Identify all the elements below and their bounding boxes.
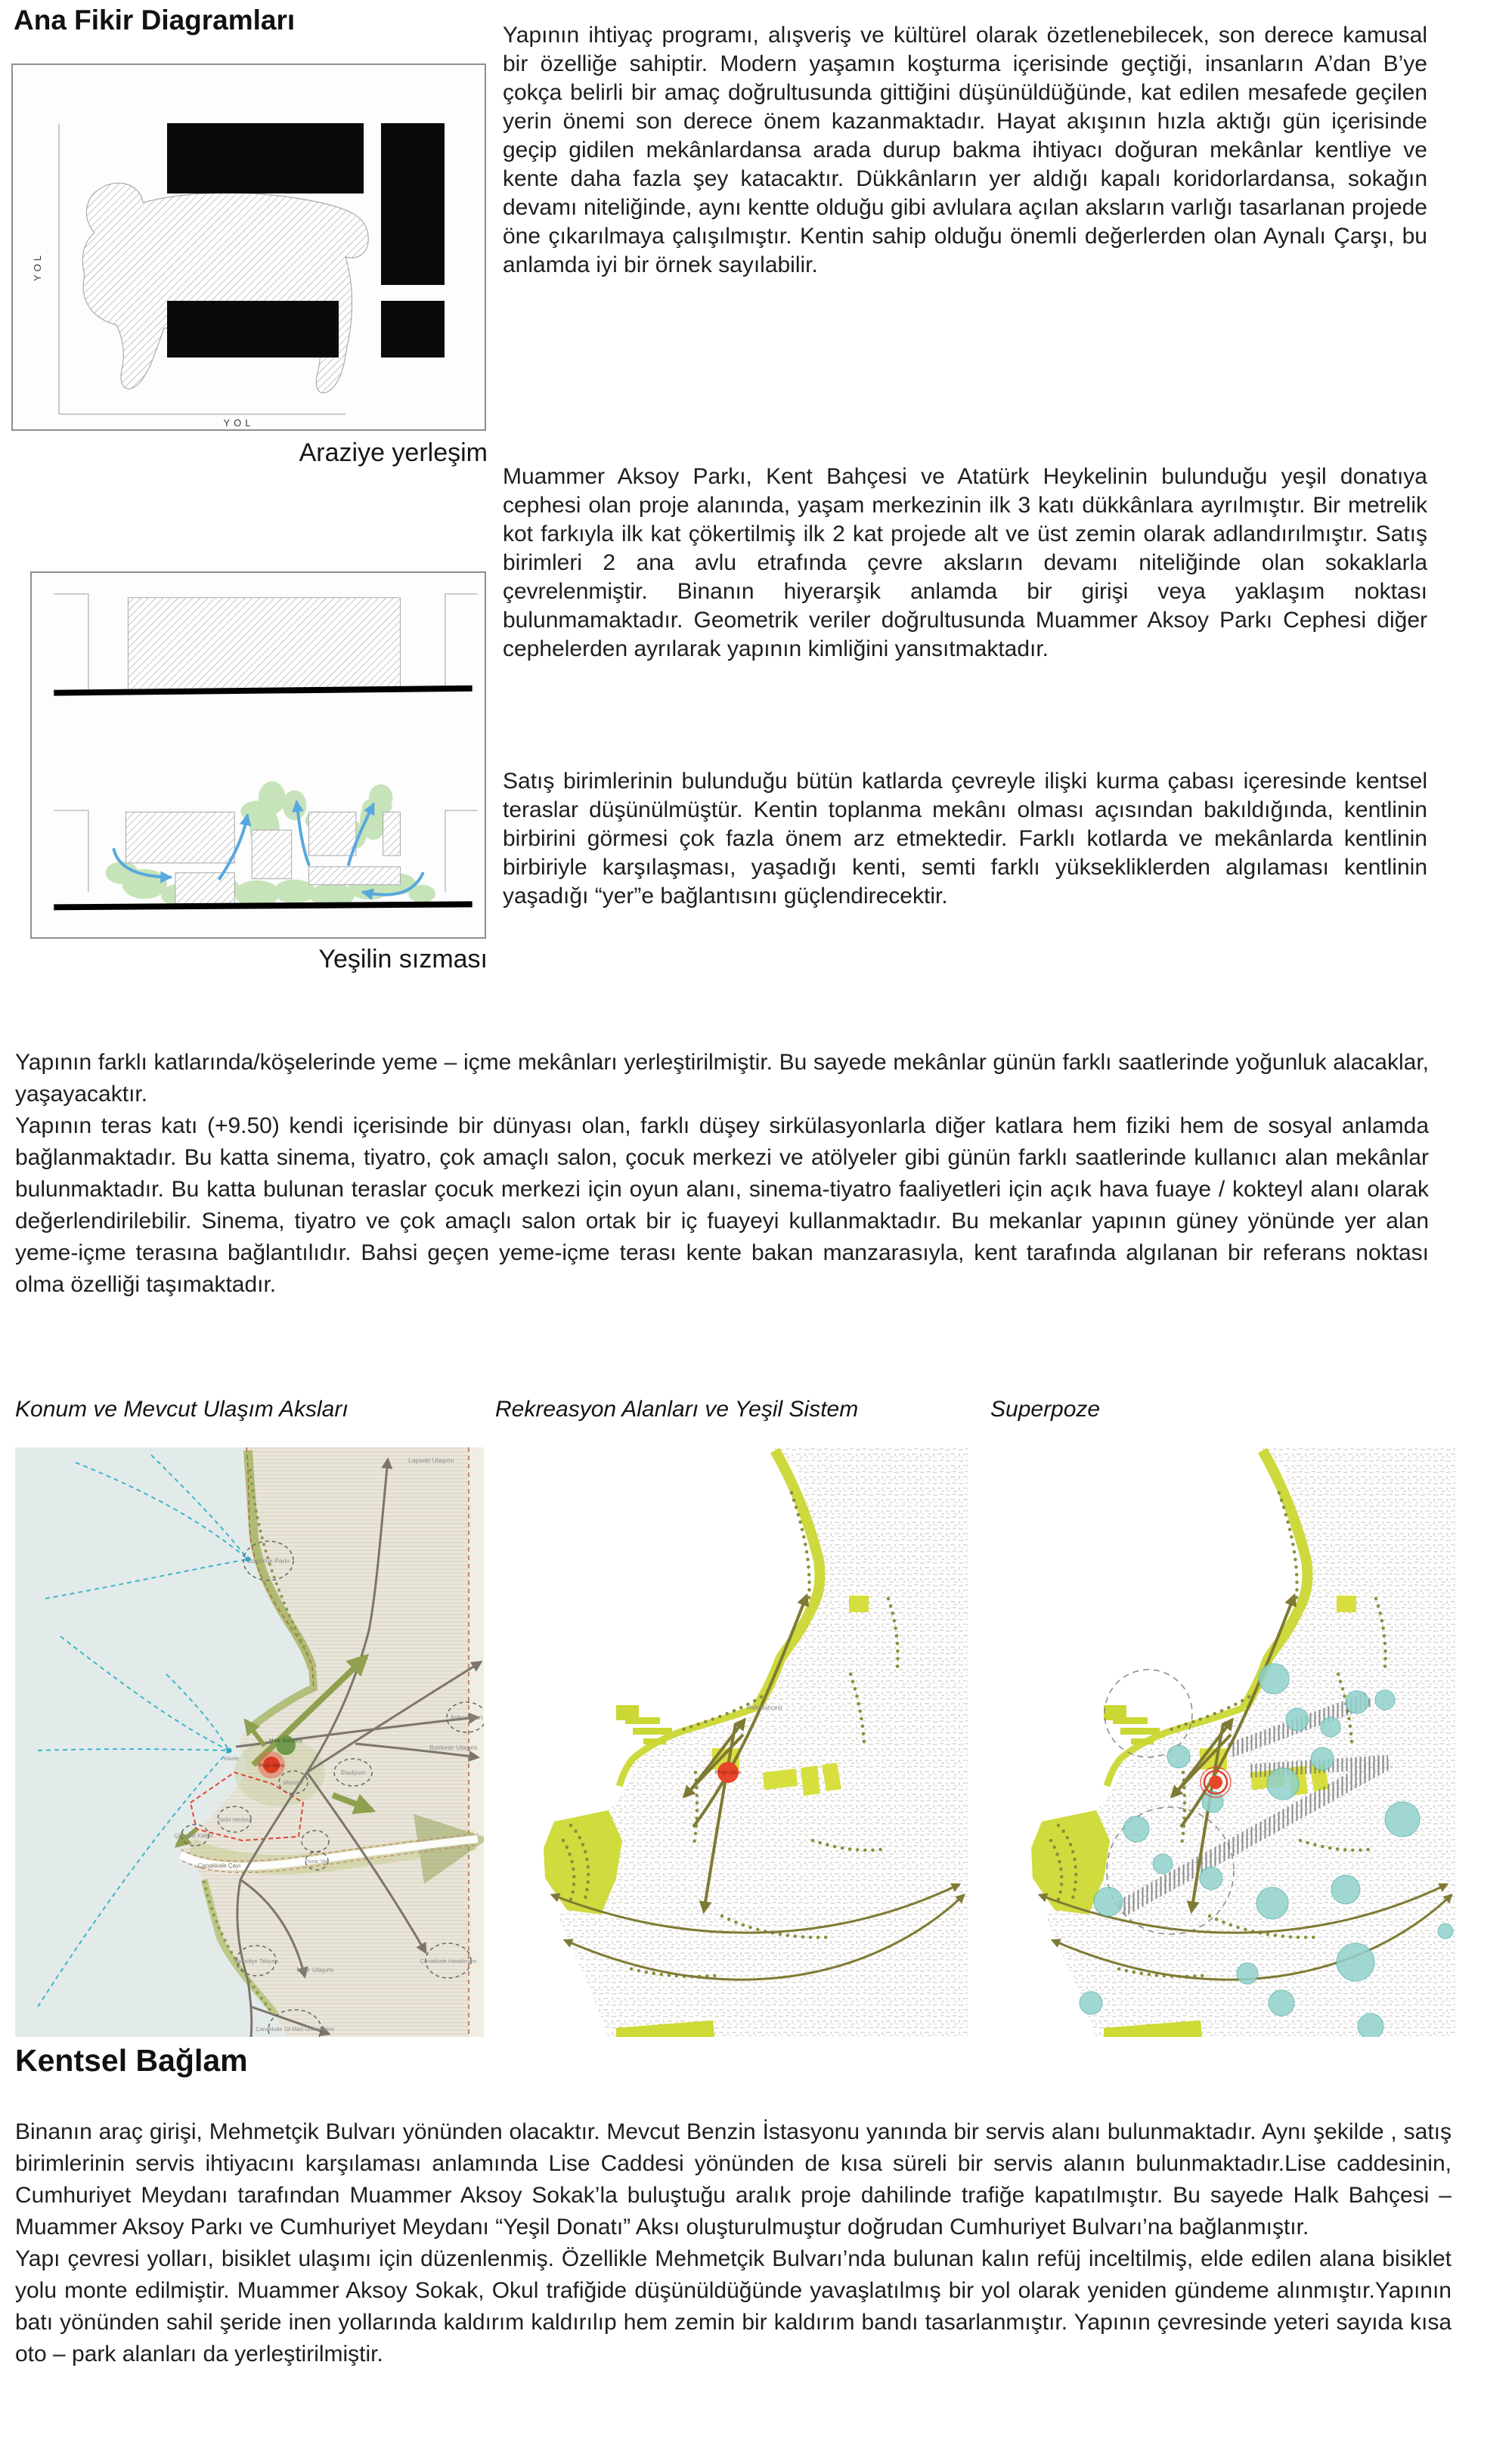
middle-text-block [15,1047,1429,1301]
superpose-map [983,1447,1455,2037]
paragraph-food-spaces: Yapının farklı katlarında/köşelerinde yeme – içme mekânları yerleştirilmiştir. Bu sayede mekânlar günün farklı saatlerinde yoğunluk alacaklar, yaşayacaktır. [15,1050,1429,1107]
page-title: Ana Fikir Diagramları [14,5,296,36]
svg-text:Tarihi Merkez: Tarihi Merkez [217,1816,252,1823]
svg-text:Halk Bahçesi: Halk Bahçesi [746,1704,782,1711]
paragraph-park-context: Muammer Aksoy Parkı, Kent Bahçesi ve Atatürk Heykelinin bulunduğu yeşil donatıya cephesi olan proje alanında, yaşam merkezinin ilk 3 katı dükkânlara ayrılmıştır. Bir metrelik kot farkıyla ilk kat çökertilmiş ilk 2 kat projede alt ve üst zemin olarak adlandırılmıştır. Satış birimleri 2 ana avlu etrafında çevre aksların devamı niteliğinde olan sokaklarla çevrelenmiştir. Binanın hiyerarşik anlamda bir girişi veya yaklaşım noktası bulunmamaktadır. Geometrik veriler doğrultusunda Muammer Aksoy Parkı Cephesi diğer cephelerden ayrılarak yapının kimliğini yansıtmaktadır. [503,464,1427,661]
svg-text:Stadyum: Stadyum [340,1769,366,1776]
svg-text:Müzeler: Müzeler [283,1779,304,1786]
road-label-bottom: YOL [223,417,255,429]
svg-text:İskele: İskele [224,1755,239,1762]
svg-text:Özgürlük Parkı: Özgürlük Parkı [246,1557,290,1565]
map1-caption: Konum ve Mevcut Ulaşım Aksları [15,1397,349,1422]
paragraph-bike-roads: Yapı çevresi yolları, bisiklet ulaşımı için düzenlenmiş. Özellikle Mehmetçik Bulvarı’nda bulunan kalın refüj inceltilmiş, elde edilen alana bisiklet yolu monte edilmiştir. Muammer Aksoy Sokak, Okul trafiğide düşünüldüğünde yavaşlatılmış bir yol olarak yeniden gündeme alınmıştır.Yapının batı yönünden sahil şeride inen yollarında kaldırım kaldırılıp hem zemin bir kaldırım bandı tasarlanmıştır. Yapının çevresinde yeteri sayıda kısa oto – park alanları da yerleştirilmiştir. [15,2246,1452,2366]
svg-text:Proje Alanı: Proje Alanı [259,1763,284,1769]
green-infiltration-drawing [32,573,485,937]
svg-text:Çanakkale Havalimanı: Çanakkale Havalimanı [420,1958,477,1964]
road-label-left: YOL [32,252,43,282]
svg-text:Halk Bahçesi: Halk Bahçesi [269,1737,302,1744]
location-map [15,1447,484,2037]
svg-text:Çimenlik Kalesi: Çimenlik Kalesi [174,1832,213,1839]
svg-text:Askeri Alan: Askeri Alan [450,1713,483,1721]
svg-text:İzmir Ulaşımı: İzmir Ulaşımı [296,1966,334,1973]
green-system-map [495,1447,968,2037]
project-site-dot [1209,1775,1222,1789]
paragraph-terraces: Satış birimlerinin bulunduğu bütün katlarda çevreyle ilişki kurma çabası içeresinde kentsel teraslar düşünülmüştür. Kentin toplanma mekânı olması açısından bakıldığında, kentlinin birbirini görmesi çok fazla önem arz etmektedir. Farklı kotlarda ve mekânlarda kentlinin birbiriyle karşılaşması, yaşadığı kenti, semti farklı yüksekliklerden algılaması kentlinin yaşadığı “yer”e bağlantısını güçlendirecektir. [503,769,1427,909]
svg-text:Lapseki Ulaşımı: Lapseki Ulaşımı [408,1456,454,1464]
svg-text:Proje Alanı: Proje Alanı [715,1770,741,1775]
svg-text:Pazar Yeri: Pazar Yeri [305,1859,329,1865]
urban-context-text [15,2116,1452,2370]
site-diagram-caption: Araziye yerleşim [299,438,488,467]
svg-text:Çanakkale 18 Mart Üniversitesi: Çanakkale 18 Mart Üniversitesi [256,2026,334,2032]
paragraph-access: Binanın araç girişi, Mehmetçik Bulvarı yönünden olacaktır. Mevcut Benzin İstasyonu yanında bir servis alanı bulunmaktadır. Aynı şekilde , satış birimlerinin servis ihtiyacını karşılaması anlamında Lise Caddesi yönünden de kısa süreli bir servis alanın bulunmaktadır.Lise caddesinin, Cumhuriyet Meydanı tarafından Muammer Aksoy Sokak’la buluştuğu aralık proje dahilinde trafiğe kapatılmıştır. Bu sayede Halk Bahçesi – Muammer Aksoy Parkı ve Cumhuriyet Meydanı “Yeşil Donatı” Aksı oluşturulmuştur doğrudan Cumhuriyet Bulvarı’na bağlanmıştır. [15,2119,1452,2240]
map3-caption: Superpoze [990,1397,1101,1422]
svg-text:Çanakkale Çayı: Çanakkale Çayı [197,1862,241,1869]
site-area-blob [82,183,368,393]
site-plan-drawing [13,65,488,432]
green-infiltration-diagram [30,571,486,939]
svg-text:Balıkesir Ulaşımı: Balıkesir Ulaşımı [429,1744,478,1751]
section-title-urban-context: Kentsel Bağlam [15,2043,248,2078]
paragraph-program: Yapının ihtiyaç programı, alışveriş ve kültürel olarak özetlenebilecek, son derece kamusal bir özelliğe sahiptir. Modern yaşamın koşturma içerisinde geçtiği, insanların A’dan B’ye çokça belirli bir amaç doğrultusunda gittiğini düşünüldüğünde, kat edilen mesafede geçilen yerin önemi son derece önem kazanmaktadır. Hayat akışının hızla aktığı gün içerisinde geçip gidilen mekânlardansa arada durup bakma ihtiyacı doğuran mekânlar kentliye ve kente daha fazla şey katacaktır. Dükkânların yer aldığı kapalı koridorlardansa, sokağın devamı niteliğinde, aynı kentte olduğu gibi avlulara açılan aksların varlığı tasarlanan projede öne çıkarılmaya çalışılmıştır. Kentin sahip olduğu önemli değerlerden olan Aynalı Çarşı, bu anlamda iyi bir örnek sayılabilir. [503,23,1427,277]
map2-caption: Rekreasyon Alanları ve Yeşil Sistem [495,1397,859,1422]
svg-text:Hamidiye Tabyası: Hamidiye Tabyası [234,1958,279,1964]
site-plan-diagram [11,63,486,431]
paragraph-roof-floor: Yapının teras katı (+9.50) kendi içerisinde bir dünyası olan, farklı düşey sirkülasyonlarla diğer katlara hem fiziki hem de sosyal anlamda bağlanmaktadır. Bu katta sinema, tiyatro, çok amaçlı salon, çocuk merkezi ve atölyeler gibi günün farklı saatlerinde kullanıcı alan mekânlar bulunmaktadır. Bu katta bulunan teraslar çocuk merkezi için oyun alanı, sinema-tiyatro faaliyetleri için açık hava fuaye / kokteyl alanı olarak değerlendirilebilir. Sinema, tiyatro ve çok amaçlı salon ortak bir iç fuayeyi kullanmaktadır. Bu mekanlar yapının güney yönünde yer alan yeme-içme terasına bağlantılıdır. Bahsi geçen yeme-içme terası kente bakan manzarasıyla, kent tarafında algılanan bir referans noktası olma özelliği taşımaktadır. [15,1113,1429,1297]
green-diagram-caption: Yeşilin sızması [318,945,488,974]
